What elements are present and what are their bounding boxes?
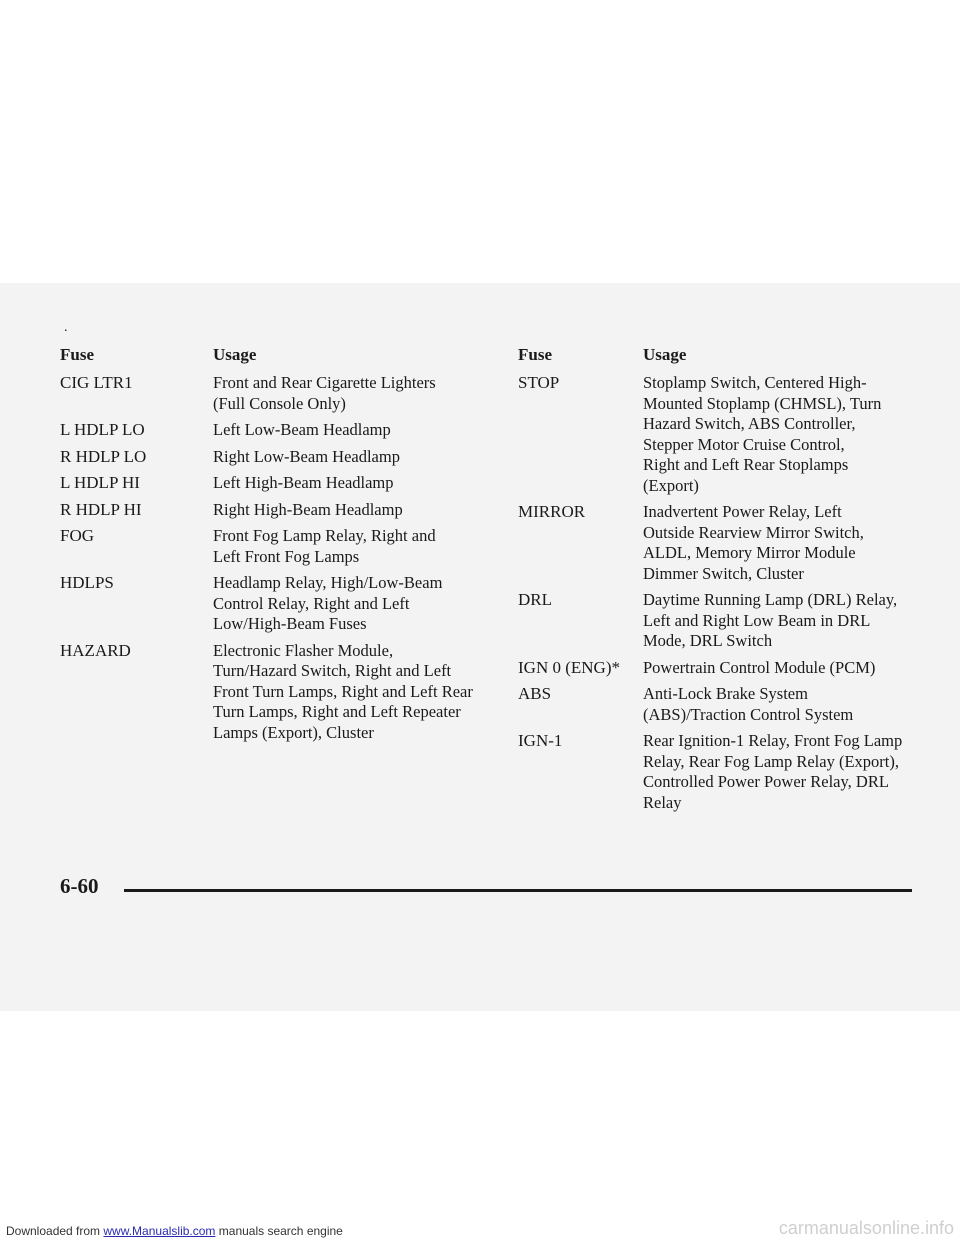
source-suffix: manuals search engine <box>215 1224 343 1238</box>
fuse-usage: Stoplamp Switch, Centered High-Mounted Stoplamp (CHMSL), Turn Hazard Switch, ABS Controller, Stepper Motor Cruise Control, Right and Left Rear Stoplamps (Export) <box>643 373 882 495</box>
fuse-name: DRL <box>518 590 552 609</box>
table-row <box>518 731 918 813</box>
page-number: 6-60 <box>60 874 99 898</box>
table-row <box>60 500 480 521</box>
fuse-name: L HDLP LO <box>60 420 145 439</box>
fuse-name: ABS <box>518 684 552 703</box>
fuse-usage: Left High-Beam Headlamp <box>213 473 394 492</box>
stray-dot: . <box>64 320 68 335</box>
table-row <box>60 373 440 414</box>
table-row <box>518 373 918 496</box>
footer-rule <box>124 889 912 892</box>
fuse-usage: Rear Ignition-1 Relay, Front Fog Lamp Relay, Rear Fog Lamp Relay (Export), Controlled Power Power Relay, DRL Relay <box>643 731 903 812</box>
header-fuse: Fuse <box>60 345 94 364</box>
fuse-name: HAZARD <box>60 640 131 660</box>
table-header <box>60 345 480 373</box>
fuse-usage: Left Low-Beam Headlamp <box>213 420 391 439</box>
fuse-name: IGN 0 (ENG)* <box>518 657 620 677</box>
fuse-usage: Anti-Lock Brake System (ABS)/Traction Control System <box>643 684 854 724</box>
fuse-name: STOP <box>518 373 560 392</box>
fuse-usage: Front and Rear Cigarette Lighters (Full Console Only) <box>213 373 436 413</box>
fuse-usage: Right Low-Beam Headlamp <box>213 446 400 466</box>
page-footer <box>60 874 912 904</box>
fuse-usage: Powertrain Control Module (PCM) <box>643 657 876 677</box>
fuse-usage: Front Fog Lamp Relay, Right and Left Front Fog Lamps <box>213 526 436 566</box>
table-row <box>518 684 918 725</box>
table-row <box>518 590 918 652</box>
fuse-usage: Right High-Beam Headlamp <box>213 499 403 519</box>
table-row <box>60 526 480 567</box>
fuse-name: HDLPS <box>60 573 114 592</box>
table-row <box>60 420 480 441</box>
table-row <box>518 502 918 584</box>
fuse-usage: Inadvertent Power Relay, Left Outside Rearview Mirror Switch, ALDL, Memory Mirror Module Dimmer Switch, Cluster <box>643 502 864 583</box>
manualslib-link[interactable]: www.Manualslib.com <box>103 1224 216 1238</box>
fuse-table-left <box>60 345 480 749</box>
fuse-usage: Daytime Running Lamp (DRL) Relay, Left and Right Low Beam in DRL Mode, DRL Switch <box>643 590 898 650</box>
table-row <box>60 641 480 744</box>
fuse-name: CIG LTR1 <box>60 373 133 392</box>
table-row <box>60 447 480 468</box>
header-fuse: Fuse <box>518 345 552 364</box>
fuse-name: R HDLP LO <box>60 446 147 466</box>
fuse-name: R HDLP HI <box>60 499 142 519</box>
table-row <box>60 573 480 635</box>
fuse-name: L HDLP HI <box>60 473 140 492</box>
fuse-name: IGN-1 <box>518 731 563 750</box>
header-usage: Usage <box>643 345 687 364</box>
fuse-usage: Electronic Flasher Module, Turn/Hazard Switch, Right and Left Front Turn Lamps, Right and Left Rear Turn Lamps, Right and Left Repeater Lamps (Export), Cluster <box>213 640 473 742</box>
table-row <box>60 473 480 494</box>
table-header <box>518 345 918 373</box>
download-source-line <box>6 1224 343 1238</box>
fuse-name: MIRROR <box>518 502 586 521</box>
source-prefix: Downloaded from <box>6 1224 104 1238</box>
table-row <box>518 658 918 679</box>
fuse-name: FOG <box>60 526 95 545</box>
watermark: carmanualsonline.info <box>778 1218 954 1238</box>
header-usage: Usage <box>213 345 257 364</box>
fuse-table-right <box>518 345 918 819</box>
fuse-usage: Headlamp Relay, High/Low-Beam Control Relay, Right and Left Low/High-Beam Fuses <box>213 573 443 633</box>
